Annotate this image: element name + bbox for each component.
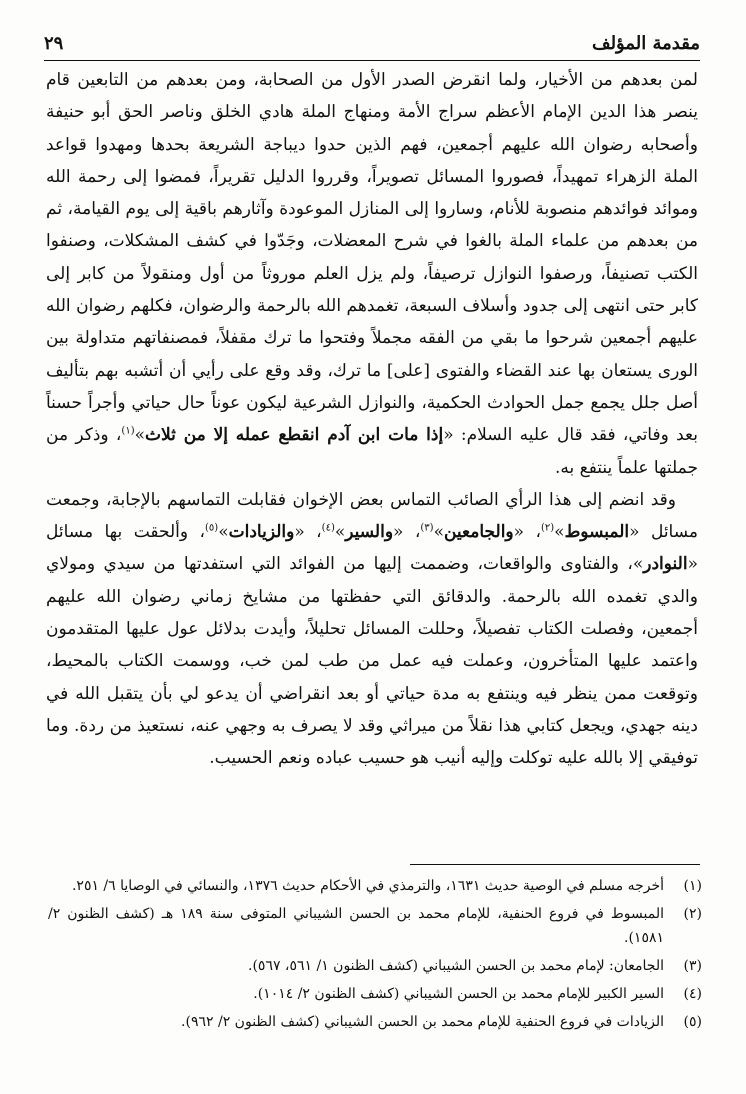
text-run: ، وذكر من جملتها علماً ينتفع به. — [46, 425, 698, 478]
footnote-ref-2[interactable]: (٢) — [540, 522, 555, 534]
text-run: »، والفتاوى والواقعات، وضممت إليها من الفوائد التي استفدتها من سيدي ومولاي والدي تغمده الله بالرحمة. والدقائق التي حفظتها من مشايخ زماني رضوان الله عليهم أجمعين، وفصلت الكتاب تفصيلاً، وحللت المسائل تحليلاً، وأيدت بدلائل عول عليها المتقدمون واعتمد عليها المتأخرون، وعملت فيه عمل من طب لمن خب، ووسمت الكتاب بالمحيط، وتوقعت ممن ينظر فيه وينتفع به مدة حياتي أو بعد انقراضي أن يدعو لي بأن يتقبل الله في دينه جهدي، ويجعل كتابي هذا نقلاً من ميراثي وقد لا يصرف به وجهي عنه، نستعيذ من ردة. وما توفيقي إلا بالله عليه توكلت وإليه أنيب هو حسيب عباده ونعم الحسيب. — [46, 554, 698, 769]
footnote-1 — [48, 874, 702, 898]
footnote-ref-1[interactable]: (١) — [121, 425, 135, 437]
footnote-text: أخرجه مسلم في الوصية حديث ١٦٣١، والترمذي في الأحكام حديث ١٣٧٦، والنسائي في الوصايا ٦/ ٢٥١. — [71, 878, 664, 894]
footnote-number: (٣) — [683, 958, 702, 974]
book-title-ziyadat: والزيادات — [228, 522, 295, 543]
page-number: ٢٩ — [44, 32, 64, 54]
paragraph-2 — [46, 484, 698, 775]
footnote-text: الجامعان: لإمام محمد بن الحسن الشيباني (كشف الظنون ١/ ٥٦١، ٥٦٧). — [248, 958, 664, 974]
book-title-mabsut: المبسوط — [564, 522, 630, 543]
text-run: » — [334, 522, 346, 543]
footnote-2 — [48, 902, 702, 950]
book-title-siyar: والسير — [345, 522, 394, 543]
footnotes-list — [48, 874, 702, 1038]
footnote-text: الزيادات في فروع الحنفية للإمام محمد بن الحسن الشيباني (كشف الظنون ٢/ ٩٦٢). — [181, 1014, 664, 1030]
footnote-4 — [48, 982, 702, 1006]
text-run: » — [134, 425, 145, 446]
footnote-number: (١) — [683, 878, 702, 894]
text-run: » — [433, 522, 444, 543]
footnote-number: (٢) — [683, 906, 702, 922]
text-run: ، وألحقت بها مسائل « — [46, 522, 698, 575]
hadith-text: إذا مات ابن آدم انقطع عمله إلا من ثلاث — [145, 425, 444, 446]
book-title-nawadir: النوادر — [643, 554, 688, 575]
text-run: لمن بعدهم من الأخيار، ولما انقرض الصدر الأول من الصحابة، ومن بعدهم من التابعين قام ينصر هذا الدين الإمام الأعظم سراج الأمة ومنهاج الملة هادي الخلق وناصر الحق أبو حنيفة وأصحابه رضوان الله عليهم أجمعين، فهم الذين حدوا ديباجة الشريعة بحدها ومهدوا قواعد الملة الزهراء تمهيداً، فصوروا المسائل تصويراً، وقرروا الدليل تقريراً، فمضوا إلى رحمة الله وموائد فوائدهم منصوبة للأنام، وساروا إلى المنازل الموعودة وآثارهم باقية إلى يوم القيامة، ثم من بعدهم من علماء الملة بالغوا في شرح المعضلات، وجَدّوا في كشف المشكلات، وصنفوا الكتب تصنيفاً، ورصفوا النوازل ترصيفاً، ولم يزل العلم موروثاً من أول ومنقولاً من كابر إلى كابر حتى انتهى إلى جدود وأسلاف السبعة، تغمدهم الله بالرحمة والرضوان، فكلهم رضوان الله عليهم أجمعين شرحوا ما بقي من الفقه مجملاً وفتحوا ما ترك مقفلاً، فمصنفاتهم متداولة بين الورى يستعان بها عند القضاء والفتوى [على] ما ترك، وقد وقع على رأيي أن أتشبه بهم بتأليف أصل جلل يجمع جمل الحوادث الحكمية، والنوازل الشرعية ليكون عوناً حال حياتي وأجراً حسناً بعد وفاتي، فقد قال عليه السلام: « — [46, 70, 698, 446]
footnote-text: المبسوط في فروع الحنفية، للإمام محمد بن الحسن الشيباني المتوفى سنة ١٨٩ هـ (كشف الظنون ٢/ ١٥٨١). — [48, 906, 664, 946]
header-divider — [44, 60, 700, 61]
footnote-divider — [410, 864, 700, 865]
text-run: ، « — [513, 522, 541, 543]
page-header — [44, 28, 700, 58]
book-title-jamiayn: والجامعين — [443, 522, 514, 543]
text-run: وقد انضم إلى هذا الرأي الصائب التماس بعض الإخوان فقابلت التماسهم بالإجابة، وجمعت مسائل « — [46, 489, 699, 543]
main-text — [46, 64, 698, 775]
footnote-3 — [48, 954, 702, 978]
footnote-ref-5[interactable]: (٥) — [205, 522, 219, 534]
text-run: ، « — [294, 522, 322, 543]
footnote-ref-4[interactable]: (٤) — [321, 522, 335, 534]
paragraph-1 — [46, 64, 698, 484]
footnote-number: (٤) — [683, 986, 702, 1002]
footnote-ref-3[interactable]: (٣) — [420, 522, 434, 534]
chapter-title: مقدمة المؤلف — [591, 32, 700, 54]
footnote-number: (٥) — [683, 1014, 702, 1030]
text-run: » — [554, 522, 565, 543]
footnote-text: السير الكبير للإمام محمد بن الحسن الشيباني (كشف الظنون ٢/ ١٠١٤). — [253, 986, 664, 1002]
text-run: » — [218, 522, 229, 543]
footnote-5 — [48, 1010, 702, 1034]
text-run: ، « — [393, 522, 421, 543]
